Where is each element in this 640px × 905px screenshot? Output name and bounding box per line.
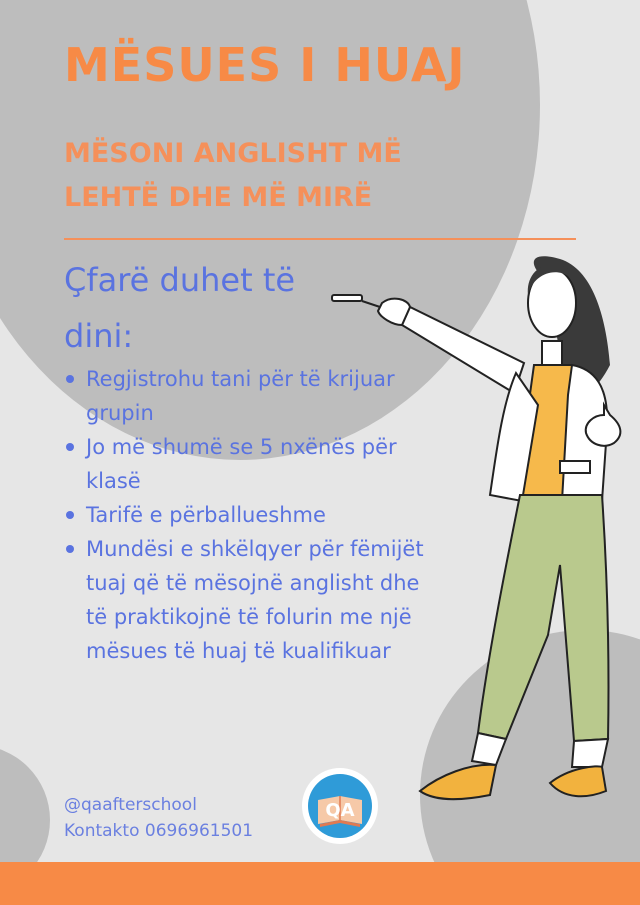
list-item: Jo më shumë se 5 nxënës për klasë xyxy=(64,430,434,498)
qa-logo xyxy=(302,768,378,844)
list-item: Regjistrohu tani për të krijuar grupin xyxy=(64,362,434,430)
logo-letters: QA xyxy=(325,800,355,821)
divider-line xyxy=(64,238,576,240)
contact-block xyxy=(64,792,253,844)
poster-subtitle: MËSONI ANGLISHT MË LEHTË DHE MË MIRË xyxy=(64,138,402,213)
section-heading: Çfarë duhet të dini: xyxy=(64,261,296,355)
phone-contact: Kontakto 0696961501 xyxy=(64,821,254,841)
list-item: Mundësi e shkëlqyer për fëmijët tuaj që të mësojnë anglisht dhe të praktikojnë të folurin me një mësues të huaj të kualifikuar xyxy=(64,532,434,668)
social-handle: @qaafterschool xyxy=(64,795,197,815)
qa-book-logo-icon xyxy=(302,768,378,844)
teacher-illustration xyxy=(310,255,630,815)
poster-title: MËSUES I HUAJ xyxy=(64,38,466,92)
bottom-band xyxy=(0,862,640,905)
list-item: Tarifë e përballueshme xyxy=(64,498,434,532)
